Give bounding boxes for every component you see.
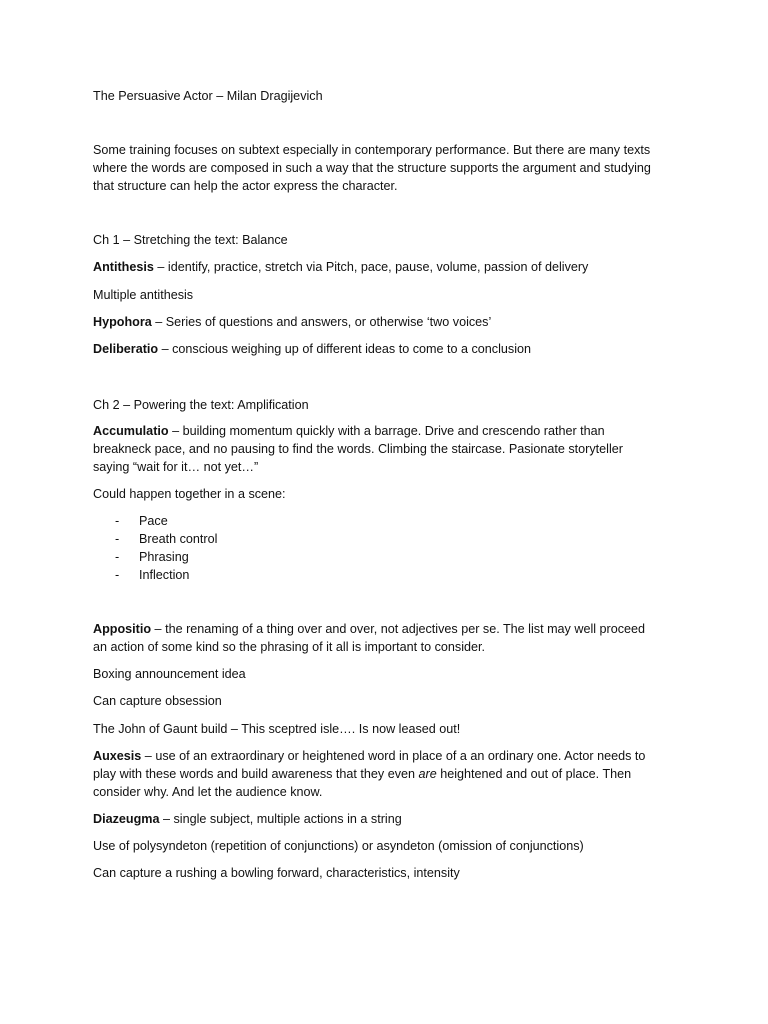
deliberatio-entry bbox=[93, 340, 531, 358]
appositio-term: Appositio bbox=[93, 622, 152, 636]
gaunt-note-text: The John of Gaunt build – This sceptred isle…. Is now leased out! bbox=[93, 722, 461, 736]
obsession-note bbox=[93, 692, 222, 710]
multiple-antithesis-text: Multiple antithesis bbox=[93, 288, 194, 302]
obsession-note-text: Can capture obsession bbox=[93, 694, 222, 708]
antithesis-term: Antithesis bbox=[93, 260, 154, 274]
chapter-1-heading-text: Ch 1 – Stretching the text: Balance bbox=[93, 233, 288, 247]
auxesis-emphasis: are bbox=[418, 767, 437, 781]
accumulatio-definition: – building momentum quickly with a barrage. Drive and crescendo rather than bbox=[168, 424, 605, 438]
accumulatio-entry bbox=[93, 422, 693, 476]
auxesis-entry bbox=[93, 747, 693, 801]
list-item-label: Breath control bbox=[139, 532, 218, 546]
list-item-label: Inflection bbox=[139, 568, 190, 582]
polysyndeton-note-text: Use of polysyndeton (repetition of conjunctions) or asyndeton (omission of conjunctions) bbox=[93, 839, 584, 853]
polysyndeton-note bbox=[93, 837, 584, 855]
gaunt-note bbox=[93, 720, 460, 738]
intro-line: where the words are composed in such a way that the structure supports the argument and studying bbox=[93, 161, 651, 175]
deliberatio-definition: – conscious weighing up of different ideas to come to a conclusion bbox=[158, 342, 532, 356]
together-note bbox=[93, 485, 286, 503]
together-note-text: Could happen together in a scene: bbox=[93, 487, 286, 501]
chapter-1-heading bbox=[93, 231, 288, 249]
intro-line: that structure can help the actor express the character. bbox=[93, 179, 398, 193]
document-title-text: The Persuasive Actor – Milan Dragijevich bbox=[93, 89, 323, 103]
auxesis-line: play with these words and build awareness that they even bbox=[93, 767, 419, 781]
list-item-label: Pace bbox=[139, 514, 168, 528]
chapter-2-heading bbox=[93, 396, 309, 414]
rushing-note bbox=[93, 864, 460, 882]
accumulatio-line: saying “wait for it… not yet…” bbox=[93, 460, 259, 474]
rushing-note-text: Can capture a rushing a bowling forward, characteristics, intensity bbox=[93, 866, 460, 880]
appositio-definition: – the renaming of a thing over and over, not adjectives per se. The list may well proceed bbox=[151, 622, 646, 636]
hypohora-definition: – Series of questions and answers, or otherwise ‘two voices’ bbox=[151, 315, 492, 329]
auxesis-line: heightened and out of place. Then bbox=[436, 767, 632, 781]
dash-bullet-icon: - bbox=[115, 532, 120, 546]
dash-bullet-icon: - bbox=[115, 550, 120, 564]
antithesis-entry bbox=[93, 258, 588, 276]
antithesis-definition: – identify, practice, stretch via Pitch, pace, pause, volume, passion of delivery bbox=[153, 260, 589, 274]
diazeugma-entry bbox=[93, 810, 402, 828]
appositio-entry bbox=[93, 620, 693, 656]
accumulatio-line: breakneck pace, and no pausing to find the words. Climbing the staircase. Pasionate storyteller bbox=[93, 442, 623, 456]
auxesis-definition: – use of an extraordinary or heightened word in place of a an ordinary one. Actor needs to bbox=[141, 749, 646, 763]
hypohora-entry bbox=[93, 313, 491, 331]
document-title bbox=[93, 87, 323, 105]
list-item-label: Phrasing bbox=[139, 550, 189, 564]
auxesis-line: consider why. And let the audience know. bbox=[93, 785, 323, 799]
diazeugma-term: Diazeugma bbox=[93, 812, 160, 826]
dash-bullet-icon: - bbox=[115, 514, 120, 528]
appositio-line: an action of some kind so the phrasing of it all is important to consider. bbox=[93, 640, 486, 654]
accumulatio-term: Accumulatio bbox=[93, 424, 169, 438]
multiple-antithesis-note bbox=[93, 286, 193, 304]
deliberatio-term: Deliberatio bbox=[93, 342, 159, 356]
dash-bullet-icon: - bbox=[115, 568, 120, 582]
auxesis-term: Auxesis bbox=[93, 749, 142, 763]
boxing-note bbox=[93, 665, 246, 683]
diazeugma-definition: – single subject, multiple actions in a string bbox=[159, 812, 402, 826]
boxing-note-text: Boxing announcement idea bbox=[93, 667, 246, 681]
chapter-2-heading-text: Ch 2 – Powering the text: Amplification bbox=[93, 398, 309, 412]
intro-paragraph bbox=[93, 141, 693, 195]
intro-line: Some training focuses on subtext especially in contemporary performance. But there are many texts bbox=[93, 143, 651, 157]
hypohora-term: Hypohora bbox=[93, 315, 152, 329]
